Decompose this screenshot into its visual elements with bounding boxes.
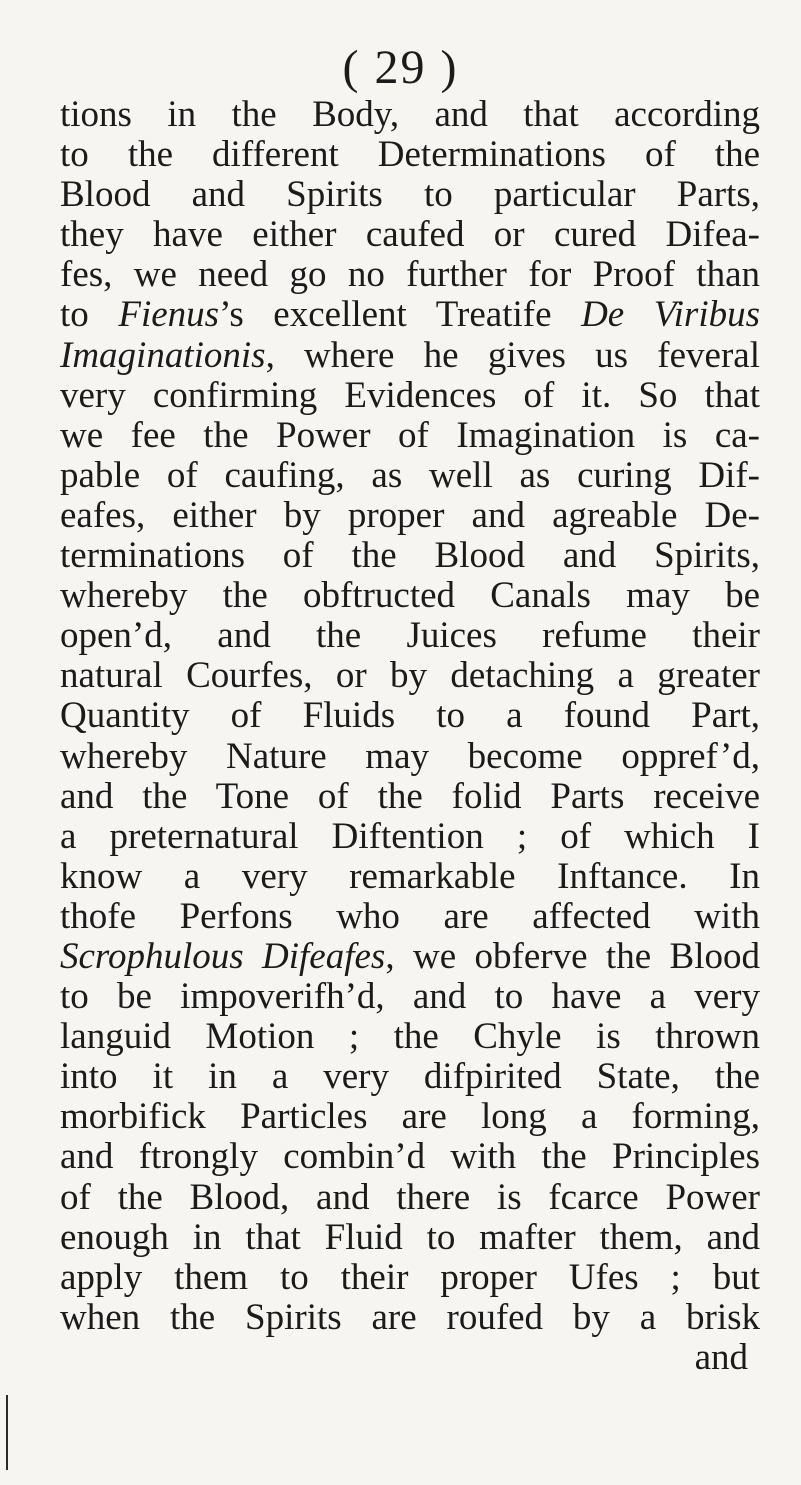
text-line: into it in a very difpirited State, the <box>60 1056 760 1098</box>
text-line: tions in the Body, and that according <box>60 94 760 135</box>
text-run: ’s excellent Treatife <box>219 294 582 336</box>
page-edge-mark <box>6 1395 8 1470</box>
catchword: and <box>694 1336 748 1378</box>
author-name: Fienus <box>118 294 220 336</box>
text-line: morbifick Particles are long a forming, <box>60 1096 760 1138</box>
text-run: to <box>60 294 119 336</box>
text-line: terminations of the Blood and Spirits, <box>60 535 760 577</box>
text-line: to the different Determinations of the <box>60 134 760 176</box>
text-run: , where he gives us feveral <box>265 334 760 376</box>
text-line: Blood and Spirits to particular Parts, <box>60 174 760 216</box>
page-number: ( 29 ) <box>342 41 459 94</box>
text-line: pable of caufing, as well as curing Dif- <box>60 454 760 496</box>
text-line: very confirming Evidences of it. So that <box>60 374 760 416</box>
text-line: know a very remarkable Inftance. In <box>60 855 760 897</box>
text-line: enough in that Fluid to mafter them, and <box>60 1216 760 1258</box>
body-text <box>60 95 760 1378</box>
text-run: , we obferve the Blood <box>385 935 760 977</box>
text-line <box>60 295 760 335</box>
text-line: apply them to their proper Ufes ; but <box>60 1256 760 1298</box>
text-line: of the Blood, and there is fcarce Power <box>60 1176 760 1218</box>
text-line: open’d, and the Juices refume their <box>60 615 760 657</box>
text-line: eafes, either by proper and agreable De- <box>60 494 760 536</box>
text-line: and the Tone of the folid Parts receive <box>60 775 760 817</box>
text-line: whereby the obftructed Canals may be <box>60 575 760 617</box>
text-line: when the Spirits are roufed by a brisk <box>60 1296 760 1338</box>
text-line: Quantity of Fluids to a found Part, <box>60 695 760 737</box>
text-line: to be impoverifh’d, and to have a very <box>60 976 760 1018</box>
disease-name: Scrophulous Difeafes <box>60 935 386 977</box>
book-title: Imaginationis <box>60 334 266 376</box>
text-line <box>60 937 760 977</box>
text-line: thofe Perfons who are affected with <box>60 895 760 937</box>
text-line: a preternatural Diftention ; of which I <box>60 815 760 857</box>
book-title: De Viribus <box>581 294 761 336</box>
text-line <box>60 336 760 376</box>
text-line: and ftrongly combin’d with the Principles <box>60 1136 760 1178</box>
text-line: whereby Nature may become oppref’d, <box>60 735 760 777</box>
text-line: fes, we need go no further for Proof than <box>60 254 760 296</box>
text-line: we fee the Power of Imagination is ca- <box>60 414 760 456</box>
text-line: languid Motion ; the Chyle is thrown <box>60 1016 760 1058</box>
text-line: natural Courfes, or by detaching a greater <box>60 655 760 697</box>
text-line: they have either caufed or cured Difea- <box>60 214 760 256</box>
